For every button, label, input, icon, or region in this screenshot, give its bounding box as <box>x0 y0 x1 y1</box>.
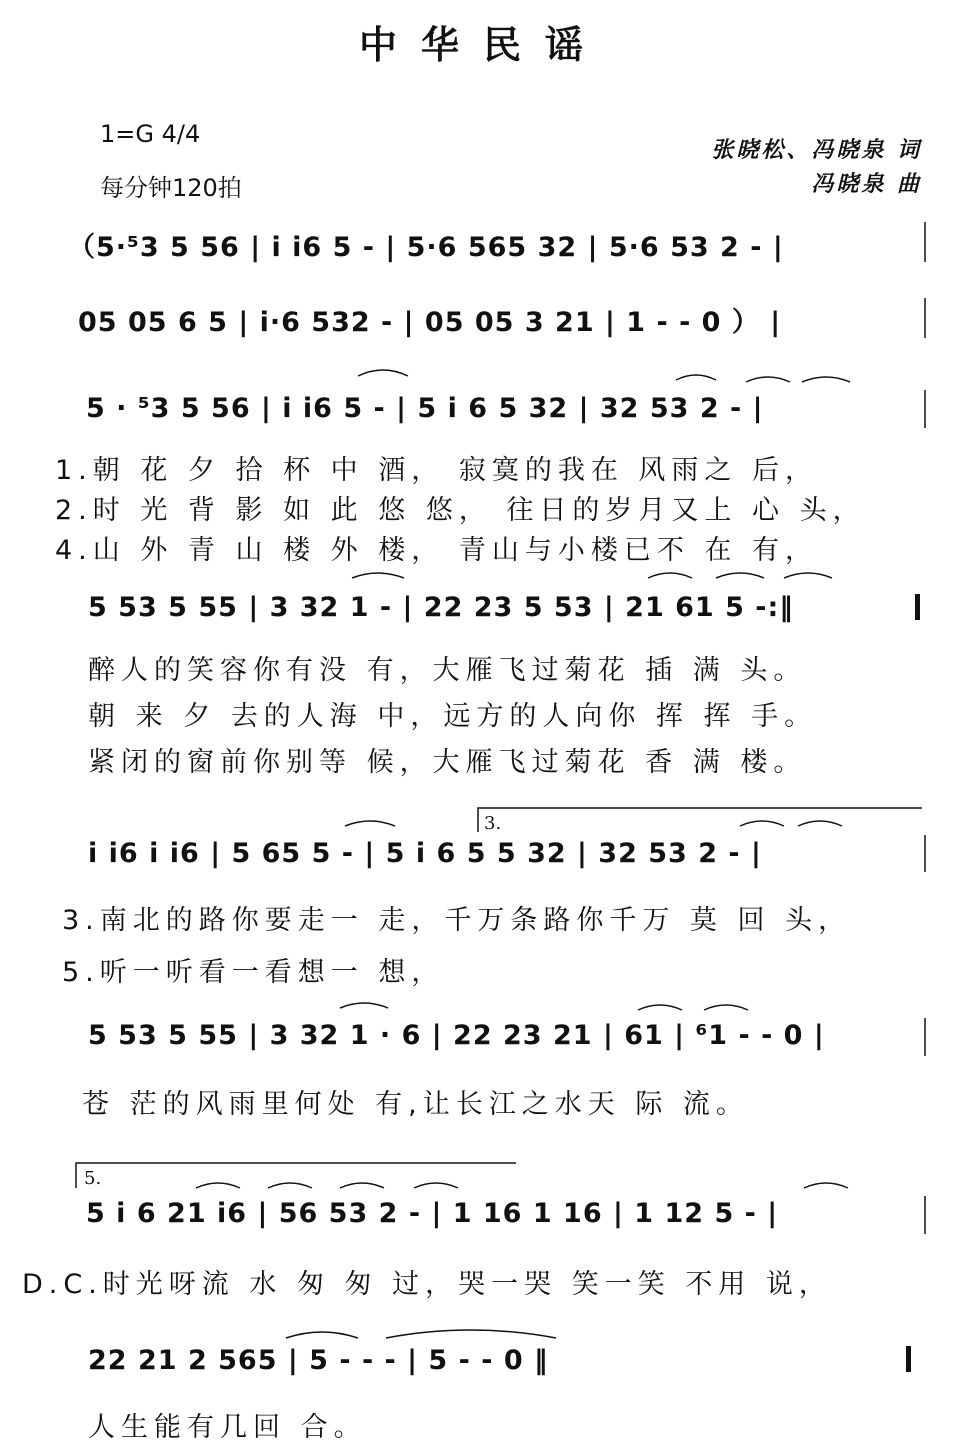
slur <box>676 375 716 380</box>
lyric-line: 2.时 光 背 影 如 此 悠 悠， 往日的岁月又上 心 头， <box>55 495 866 526</box>
repeat-bar <box>915 594 920 620</box>
slur <box>286 1332 358 1338</box>
final-bar <box>906 1346 911 1372</box>
slur <box>804 1183 848 1188</box>
slur <box>716 573 764 578</box>
key-signature: 1=G 4/4 <box>100 120 201 148</box>
slur <box>386 1330 556 1338</box>
slur <box>802 377 850 382</box>
slur <box>196 1183 240 1188</box>
slur <box>352 573 404 578</box>
staff-row: （5·⁵3 5 56 | i i6 5 - | 5·6 565 32 | 5·6 53 2 - | <box>68 232 784 263</box>
slur <box>340 1003 388 1008</box>
lyric-line: 3.南北的路你要走一 走，千万条路你千万 莫 回 头， <box>62 905 852 936</box>
slur <box>648 573 692 578</box>
volta-5: 5. <box>84 1168 102 1189</box>
lyricist: 张晓松、冯晓泉 词 <box>711 137 922 163</box>
lyric-line: 人生能有几回 合。 <box>88 1412 367 1443</box>
slur <box>638 1005 682 1010</box>
slur <box>358 370 408 376</box>
lyric-line: 5.听一听看一看想一 想， <box>62 957 445 988</box>
staff-row: 22 21 2 565 | 5 - - - | 5 - - 0 ‖ <box>88 1345 549 1376</box>
tempo: 每分钟120拍 <box>100 174 242 202</box>
staff-row: 05 05 6 5 | i·6 532 - | 05 05 3 21 | 1 - - 0 ） | <box>78 307 782 338</box>
staff-row: i i6 i i6 | 5 65 5 - | 5 i 6 5 5 32 | 32 53 2 - | <box>88 838 762 869</box>
page-title: 中华民谣 <box>358 22 607 67</box>
composer: 冯晓泉 曲 <box>811 171 922 197</box>
slur <box>414 1183 458 1188</box>
volta-5-bracket <box>76 1163 516 1188</box>
staff-row: 5 · ⁵3 5 56 | i i6 5 - | 5 i 6 5 32 | 32 53 2 - | <box>86 393 764 424</box>
lyric-line: 紧闭的窗前你别等 候，大雁飞过菊花 香 满 楼。 <box>88 747 807 778</box>
slur <box>340 1183 384 1188</box>
staff-row: 5 i 6 21 i6 | 56 53 2 - | 1 16 1 16 | 1 12 5 - | <box>86 1198 779 1229</box>
lyric-line: 醉人的笑容你有没 有，大雁飞过菊花 插 满 头。 <box>88 655 807 686</box>
volta-3-bracket <box>478 808 922 832</box>
lyric-line: 4.山 外 青 山 楼 外 楼， 青山与小楼已不 在 有， <box>55 535 819 566</box>
slur <box>740 821 784 826</box>
lyric-line: D.C.时光呀流 水 匆 匆 过，哭一哭 笑一笑 不用 说， <box>22 1269 832 1300</box>
staff-row: 5 53 5 55 | 3 32 1 - | 22 23 5 53 | 21 61 5 -:‖ <box>88 592 794 623</box>
slur <box>798 821 842 826</box>
slur <box>784 573 832 578</box>
staff-row: 5 53 5 55 | 3 32 1 · 6 | 22 23 21 | 61 | ⁶1 - - 0 | <box>88 1020 825 1051</box>
lyric-line: 苍 茫的风雨里何处 有,让长江之水天 际 流。 <box>82 1089 749 1120</box>
lyric-line: 1.朝 花 夕 拾 杯 中 酒， 寂寞的我在 风雨之 后， <box>55 455 819 486</box>
slur <box>704 1005 748 1010</box>
slur <box>746 377 790 382</box>
slur <box>268 1183 312 1188</box>
slur <box>345 821 395 826</box>
volta-3: 3. <box>484 813 502 834</box>
lyric-line: 朝 来 夕 去的人海 中，远方的人向你 挥 挥 手。 <box>88 701 818 732</box>
